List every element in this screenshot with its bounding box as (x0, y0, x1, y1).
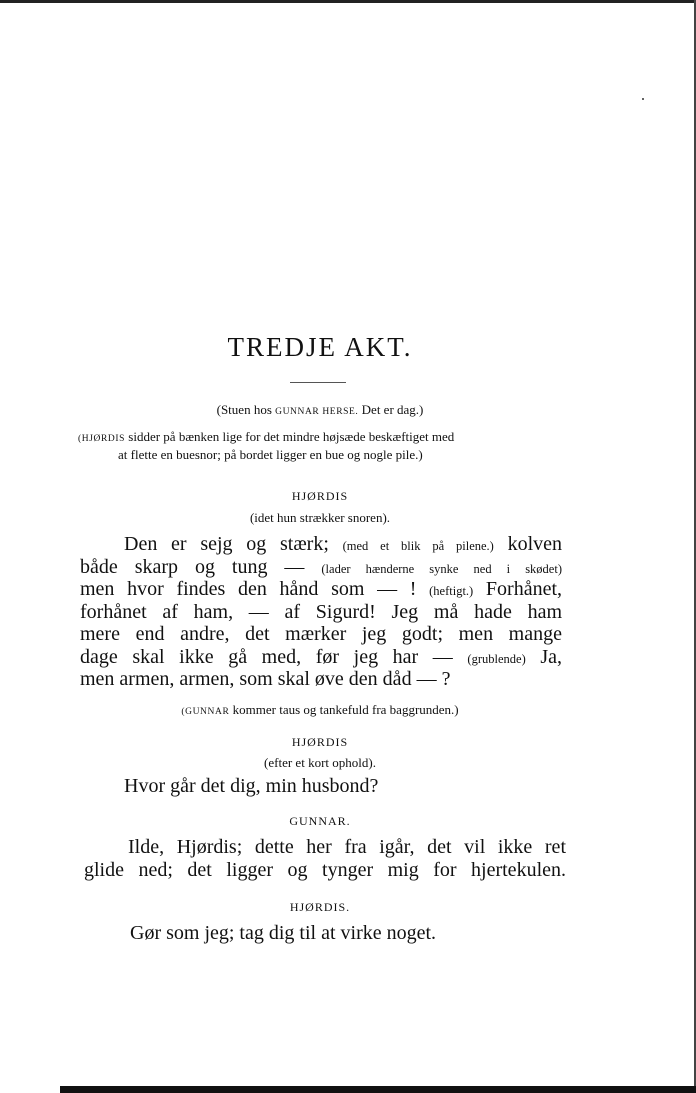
page-bottom-edge (60, 1086, 696, 1093)
speaker-direction: (efter et kort ophold). (264, 755, 376, 770)
entrance-direction (0, 702, 640, 718)
line-text: kolven (507, 533, 562, 555)
setting-close: Det er dag.) (361, 402, 424, 417)
page-top-edge (0, 0, 696, 3)
line-text: Forhånet, (485, 578, 563, 600)
verse-line: Ilde, Hjørdis; dette her fra igår, det vil ikke ret (128, 836, 566, 858)
verse-line: forhånet af ham, — af Sigurd! Jeg må hade ham (80, 601, 562, 623)
verse-line: Hvor går det dig, min husbond? (124, 775, 379, 797)
verse-line: mere end andre, det mærker jeg godt; men mange (80, 623, 562, 645)
verse-line: glide ned; det ligger og tynger mig for hjertekulen. (84, 859, 566, 881)
speaker-label: HJØRDIS (291, 489, 349, 503)
verse-line (80, 646, 562, 669)
line-aside: (lader hænderne synke ned i skødet) (321, 562, 562, 576)
scene-setting (0, 402, 640, 418)
act-title: TREDJE AKT. (227, 332, 413, 362)
stage-direction-line-2: at flette en buesnor; på bordet ligger en bue og nogle pile.) (118, 447, 423, 462)
line-aside: (heftigt.) (429, 584, 474, 598)
verse-line (80, 578, 562, 601)
stage-direction-text: sidder på bænken lige for det mindre højsæde beskæftiget med (128, 429, 455, 444)
speaker-label: HJØRDIS. (289, 900, 351, 914)
line-text: både skarp og tung — (80, 556, 305, 578)
line-aside: (med et blik på pilene.) (342, 539, 494, 553)
line-text: Den er sejg og stærk; (124, 533, 329, 555)
speaker-label: GUNNAR. (289, 814, 351, 828)
verse-line: Gør som jeg; tag dig til at virke noget. (130, 922, 437, 944)
speaker-direction: (idet hun strækker snoren). (249, 510, 391, 525)
verse-line: men armen, armen, som skal øve den dåd — ? (80, 668, 451, 690)
verse-line (124, 533, 562, 556)
line-text: Ja, (540, 646, 563, 668)
stage-direction-name: (HJØRDIS (78, 434, 126, 444)
entrance-text: kommer taus og tankefuld fra baggrunden.) (232, 702, 459, 717)
setting-name: GUNNAR HERSE. (275, 407, 359, 417)
scan-speck (642, 98, 644, 100)
title-rule (290, 382, 346, 383)
setting-open: (Stuen hos (216, 402, 272, 417)
entrance-name: (GUNNAR (181, 707, 230, 717)
line-text: dage skal ikke gå med, før jeg har — (80, 646, 453, 668)
speaker-label: HJØRDIS (291, 735, 349, 749)
line-text: men hvor findes den hånd som — ! (80, 578, 417, 600)
verse-line (80, 556, 562, 579)
line-aside: (grublende) (467, 652, 526, 666)
stage-direction-line-1 (78, 429, 454, 445)
